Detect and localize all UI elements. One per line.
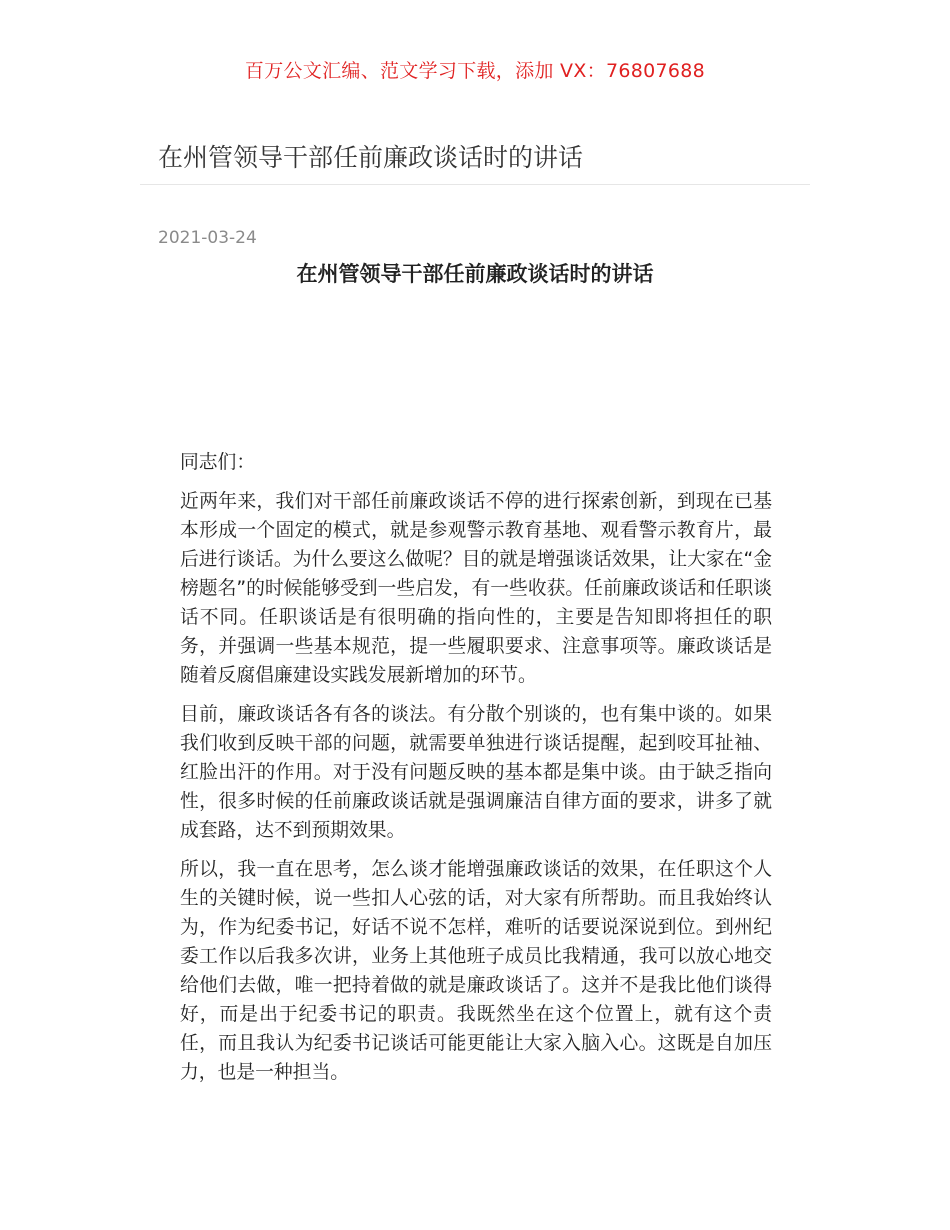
- page-title: 在州管领导干部任前廉政谈话时的讲话: [158, 143, 584, 172]
- paragraph: 所以，我一直在思考，怎么谈才能增强廉政谈话的效果，在任职这个人生的关键时候，说一些扣人心弦的话，对大家有所帮助。而且我始终认为，作为纪委书记，好话不说不怎样，难听的话要说深说到位。到州纪委工作以后我多次讲，业务上其他班子成员比我精通，我可以放心地交给他们去做，唯一把持着做的就是廉政谈话了。这并不是我比他们谈得好，而是出于纪委书记的职责。我既然坐在这个位置上，就有这个责任，而且我认为纪委书记谈话可能更能让大家入脑入心。这既是自加压力，也是一种担当。: [180, 859, 772, 1083]
- publish-date: 2021-03-24: [158, 228, 257, 248]
- paragraph: 目前，廉政谈话各有各的谈法。有分散个别谈的，也有集中谈的。如果我们收到反映干部的问题，就需要单独进行谈话提醒，起到咬耳扯袖、红脸出汗的作用。对于没有问题反映的基本都是集中谈。由于缺乏指向性，很多时候的任前廉政谈话就是强调廉洁自律方面的要求，讲多了就成套路，达不到预期效果。: [180, 704, 772, 841]
- promo-banner: 百万公文汇编、范文学习下载，添加 VX：76807688: [244, 60, 706, 82]
- paragraph: 近两年来，我们对干部任前廉政谈话不停的进行探索创新，到现在已基本形成一个固定的模式，就是参观警示教育基地、观看警示教育片，最后进行谈话。为什么要这么做呢？目的就是增强谈话效果，让大家在“金榜题名”的时候能够受到一些启发，有一些收获。任前廉政谈话和任职谈话不同。任职谈话是有很明确的指向性的，主要是告知即将担任的职务，并强调一些基本规范，提一些履职要求、注意事项等。廉政谈话是随着反腐倡廉建设实践发展新增加的环节。: [180, 491, 772, 686]
- article-body: [180, 448, 772, 1097]
- title-divider: [140, 184, 810, 185]
- article-title: 在州管领导干部任前廉政谈话时的讲话: [296, 262, 654, 286]
- salutation: 同志们：: [180, 452, 256, 473]
